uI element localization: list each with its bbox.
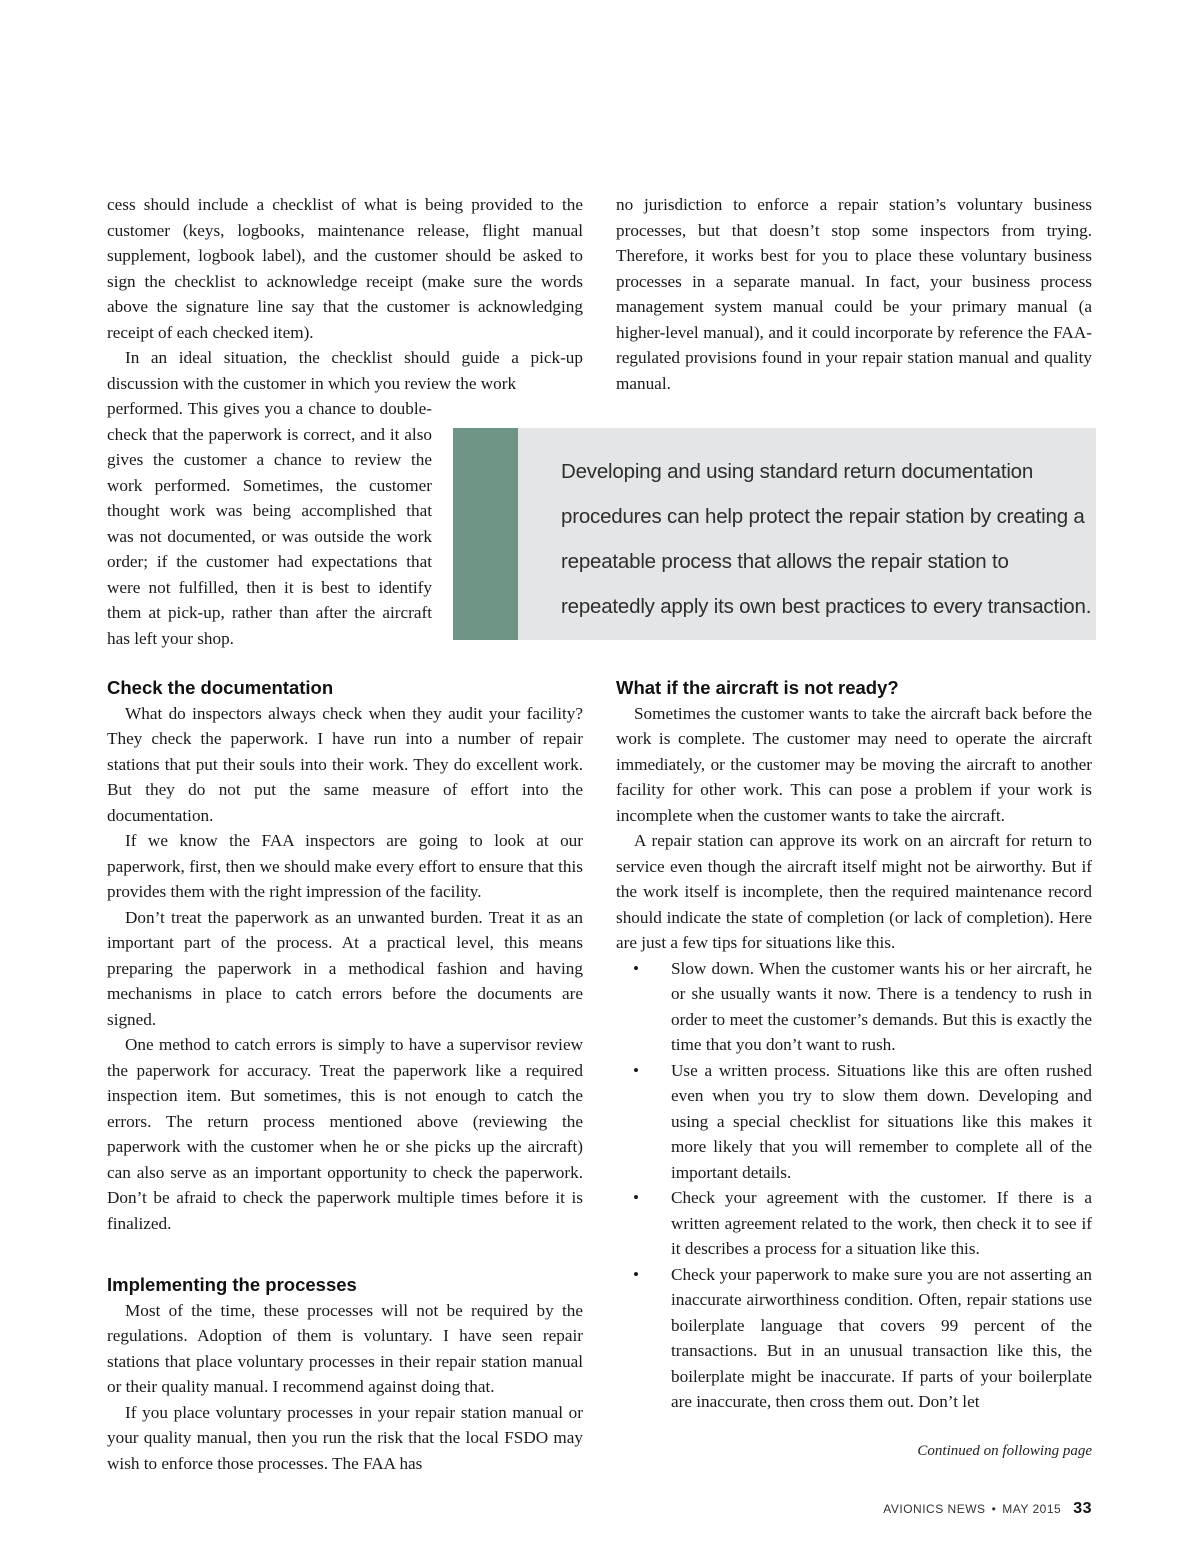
paragraph: In an ideal situation, the checklist should guide a pick-up discussion with the customer in which you review the work <box>107 348 583 393</box>
paragraph: If you place voluntary processes in your repair station manual or your quality manual, then you run the risk that the local FSDO may wish to enforce those processes. The FAA has <box>107 1402 583 1473</box>
publication-name: AVIONICS NEWS <box>883 1502 986 1516</box>
paragraph: no jurisdiction to enforce a repair station’s voluntary business processes, but that doesn’t stop some inspectors from trying. Therefore, it works best for you to place these voluntary business processes in a separate manual. In fact, your business process management system manual could be your primary manual (a higher-level manual), and it could incorporate by reference the FAA-regulated provisions found in your repair station manual and quality manual. <box>616 195 1092 393</box>
list-item: • Use a written process. Situations like this are often rushed even when you try to slow them down. Developing and using a special checklist for situations like this makes it more likely that you will remember to complete all of the important details. <box>616 1058 1092 1186</box>
list-item: • Slow down. When the customer wants his or her aircraft, he or she usually wants it now. There is a tendency to rush in order to meet the customer’s demands. But this is exactly the time that you don’t want to rush. <box>616 956 1092 1058</box>
section-heading: What if the aircraft is not ready? <box>616 677 899 698</box>
paragraph: Sometimes the customer wants to take the aircraft back before the work is complete. The customer may need to operate the aircraft immediately, or the customer may be moving the aircraft to another facility for other work. This can pose a problem if your work is incomplete when the customer wants to take the aircraft. <box>616 703 1092 825</box>
section-heading: Check the documentation <box>107 677 334 698</box>
paragraph: What do inspectors always check when they audit your facility? They check the paperwork. I have run into a number of repair stations that put their souls into their work. They do excellent work. But they do not put the same measure of effort into the documentation. <box>107 703 583 825</box>
right-top-column <box>616 192 1092 396</box>
continued-note: Continued on following page <box>917 1443 1092 1459</box>
footer-separator: • <box>991 1502 997 1516</box>
tips-list <box>616 956 1092 1415</box>
bullet-icon: • <box>633 1060 640 1080</box>
bullet-icon: • <box>633 1188 640 1207</box>
paragraph: performed. This gives you a chance to double-check that the paperwork is correct, and it also gives the customer a chance to review the work performed. Sometimes, the customer thought work was being accomplished that was not documented, or was outside the work order; if the customer had expectations that were not fulfilled, then it is best to identify them at pick-up, rather than after the aircraft has left your shop. <box>107 399 432 648</box>
paragraph: Most of the time, these processes will not be required by the regulations. Adoption of them is voluntary. I have seen repair stations that place voluntary processes in their repair station manual or their quality manual. I recommend against doing that. <box>107 1300 583 1396</box>
issue-date: MAY 2015 <box>1002 1502 1062 1516</box>
pull-quote <box>453 428 1096 640</box>
paragraph: cess should include a checklist of what is being provided to the customer (keys, logbooks, maintenance release, flight manual supplement, logbook label), and the customer should be asked to sign the checklist to acknowledge receipt (make sure the words above the signature line say that the customer is acknowledging receipt of each checked item). <box>107 195 583 342</box>
paragraph: If we know the FAA inspectors are going to look at our paperwork, first, then we should make every effort to ensure that this provides them with the right impression of the facility. <box>107 831 583 901</box>
right-bottom-column <box>616 675 1092 1415</box>
paragraph: One method to catch errors is simply to have a supervisor review the paperwork for accuracy. Treat the paperwork like a required inspection item. But sometimes, this is not enough to catch the errors. The return process mentioned above (reviewing the paperwork with the customer when he or she picks up the aircraft) can also serve as an important opportunity to check the paperwork. Don’t be afraid to check the paperwork multiple times before it is finalized. <box>107 1035 583 1233</box>
section-heading: Implementing the processes <box>107 1274 357 1295</box>
paragraph: Don’t treat the paperwork as an unwanted burden. Treat it as an important part of the process. At a practical level, this means preparing the paperwork in a methodical fashion and having mechanisms in place to catch errors before the documents are signed. <box>107 907 583 1029</box>
list-item: • Check your agreement with the customer. If there is a written agreement related to the work, then check it to see if it describes a process for a situation like this. <box>616 1185 1092 1262</box>
paragraph: A repair station can approve its work on an aircraft for return to service even though the aircraft itself might not be airworthy. But if the work itself is incomplete, then the required maintenance record should indicate the state of completion (or lack of completion). Here are just a few tips for situations like this. <box>616 831 1092 952</box>
page-footer <box>800 1500 1092 1518</box>
page-number: 33 <box>1073 1500 1092 1517</box>
pull-quote-text: Developing and using standard return documentation procedures can help protect the repair station by creating a repeatable process that allows the repair station to repeatedly apply its own best practices to every transaction. <box>561 460 1092 618</box>
left-bottom-column <box>107 675 583 1476</box>
pull-quote-accent-bar <box>453 428 518 640</box>
bullet-icon: • <box>633 1264 640 1284</box>
bullet-icon: • <box>633 958 640 978</box>
list-item: • Check your paperwork to make sure you are not asserting an inaccurate airworthiness condition. Often, repair stations use boilerplate language that covers 99 percent of the transactions. But in an unusual transaction like this, the boilerplate might be inaccurate. If parts of your boilerplate are inaccurate, then cross them out. Don’t let <box>616 1262 1092 1415</box>
